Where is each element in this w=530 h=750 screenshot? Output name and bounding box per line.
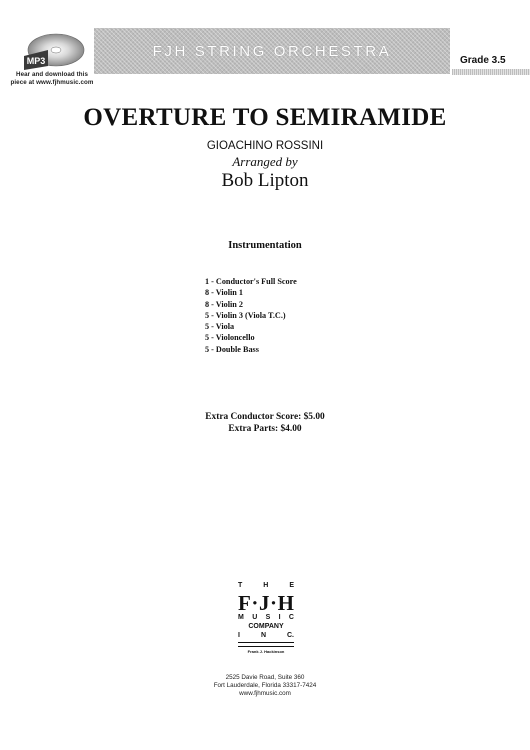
instrument-item: 8 - Violin 2 xyxy=(205,299,243,309)
website-link[interactable]: www.fjhmusic.com xyxy=(239,690,291,698)
grade-bar xyxy=(452,69,530,75)
series-name: FJH STRING ORCHESTRA xyxy=(152,42,392,60)
instrument-item: 5 - Double Bass xyxy=(205,344,259,354)
logo-dot: · xyxy=(251,591,259,615)
pricing-block xyxy=(0,412,530,435)
logo-letter: N xyxy=(260,632,266,639)
logo-letter: H xyxy=(263,582,269,589)
logo-inc xyxy=(238,632,294,641)
publisher-address xyxy=(0,674,530,699)
logo-letter: E xyxy=(289,582,294,589)
mp3-label: MP3 xyxy=(26,56,46,66)
mp3-caption-line[interactable]: piece at www.fjhmusic.com xyxy=(10,78,94,86)
instrumentation-list xyxy=(205,276,297,355)
series-banner xyxy=(94,28,450,74)
mp3-caption[interactable] xyxy=(2,71,102,86)
logo-letter: S xyxy=(265,614,271,621)
piece-title: OVERTURE TO SEMIRAMIDE xyxy=(83,104,447,131)
composer-name: GIOACHINO ROSSINI xyxy=(206,140,324,152)
address-line: Fort Lauderdale, Florida 33317-7424 xyxy=(213,682,317,690)
cd-disc-icon xyxy=(16,30,90,76)
logo-letter: U xyxy=(252,614,258,621)
instrument-item: 1 - Conductor's Full Score xyxy=(205,277,297,286)
logo-music xyxy=(238,614,294,623)
publisher-logo xyxy=(238,582,294,666)
logo-rule xyxy=(238,642,294,647)
logo-letter: F xyxy=(238,591,251,615)
arranger-name: Bob Lipton xyxy=(221,170,309,191)
extra-conductor-score-price: Extra Conductor Score: $5.00 xyxy=(205,412,325,422)
logo-letter: C xyxy=(288,614,294,621)
logo-letter: J xyxy=(258,591,270,615)
address-line: 2525 Davie Road, Suite 360 xyxy=(225,674,305,681)
logo-letter: I xyxy=(238,632,240,639)
instrument-item: 5 - Violoncello xyxy=(205,333,255,343)
instrument-item: 8 - Violin 1 xyxy=(205,288,243,298)
logo-dot: · xyxy=(270,591,278,615)
logo-letter: M xyxy=(238,614,244,621)
logo-letter: T xyxy=(238,582,243,589)
logo-letter: C. xyxy=(286,632,294,639)
instrument-item: 5 - Viola xyxy=(205,322,235,332)
instrumentation-heading: Instrumentation xyxy=(228,240,302,251)
logo-founder-signature: Frank J. Hackinson xyxy=(247,649,285,654)
grade-label: Grade 3.5 xyxy=(460,55,506,66)
extra-parts-price: Extra Parts: $4.00 xyxy=(228,423,302,434)
arranged-by-label: Arranged by xyxy=(232,154,298,169)
logo-company: COMPANY xyxy=(248,623,284,630)
logo-letter: H xyxy=(277,591,294,615)
logo-fjh xyxy=(238,592,294,614)
logo-letter: I xyxy=(278,614,281,621)
mp3-badge[interactable] xyxy=(16,30,90,76)
mp3-caption-line: Hear and download this xyxy=(16,71,88,78)
instrument-item: 5 - Violin 3 (Viola T.C.) xyxy=(205,310,286,320)
